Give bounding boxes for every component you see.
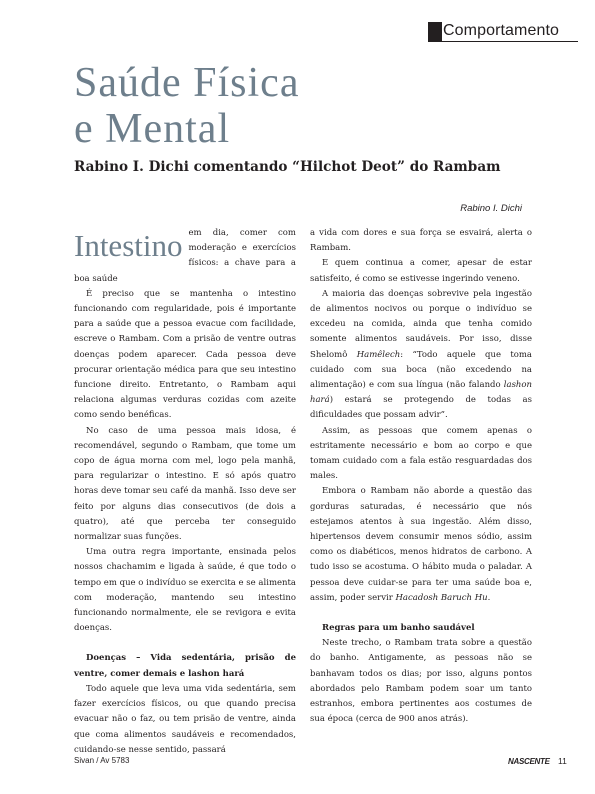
section-tag: [428, 20, 559, 42]
emphasis: Hacadosh Baruch Hu: [395, 592, 488, 603]
article-title: [74, 60, 299, 152]
emphasis: Hamêlech: [356, 349, 401, 360]
paragraph: Assim, as pessoas que comem apenas o estritamente necessário e bom ao corpo e que tomam cuidado com a fala estão resguardadas dos males.: [310, 425, 532, 482]
subheading: Regras para um banho saudável: [322, 623, 475, 634]
title-line-1: Saúde Física: [74, 60, 300, 106]
author-byline: Rabino I. Dichi: [460, 203, 522, 214]
paragraph: No caso de uma pessoa mais idosa, é recomendável, segundo o Rambam, que tome um copo de água morna com mel, logo pela manhã, para regularizar o intestino. E só após quatro horas deve tomar seu café da manhã. Isso deve ser feito por alguns dias consecutivos (de dois a quatro), até que perceba ter conseguido normalizar suas funções.: [74, 425, 296, 543]
paragraph: Uma outra regra importante, ensinada pelos nossos chachamim e ligada à saúde, é que todo o tempo em que o indivíduo se exercita e se alimenta com moderação, mantendo seu intestino funcionando normalmente, ele se revigora e evita doenças.: [74, 547, 296, 634]
magazine-logo: NASCENTE: [508, 757, 550, 766]
section-drop-head: Intestino: [74, 228, 183, 263]
right-column: [310, 226, 532, 728]
subheading: Doenças – Vida sedentária, prisão de ventre, comer demais e lashon hará: [74, 653, 296, 679]
emphasis: lashon hará: [310, 380, 532, 406]
paragraph: É preciso que se mantenha o intestino funcionando com regularidade, pois é importante para a saúde que a pessoa evacue com facilidade, escreve o Rambam. Com a prisão de ventre outras doenças podem aparecer. Cada pessoa deve procurar orientação médica para que seu intestino funcione direito. Entretanto, o Rambam aqui relaciona algumas verduras cozidas com azeite como sendo benéficas.: [74, 288, 296, 421]
paragraph: Neste trecho, o Rambam trata sobre a questão do banho. Antigamente, as pessoas não se banhavam todos os dias; por isso, alguns pontos abordados pelo Rambam podem soar um tanto estranhos, embora pertinentes aos costumes de sua época (cerca de 900 anos atrás).: [310, 638, 532, 725]
left-column: [74, 226, 296, 758]
page-number: 11: [558, 756, 567, 766]
paragraph: Todo aquele que leva uma vida sedentária, sem fazer exercícios físicos, ou que quando precisa evacuar não o faz, ou tem prisão de ventre, ainda que coma alimentos saudáveis e recomendados, cuidando-se nesse sentido, passará: [74, 683, 296, 755]
paragraph: Embora o Rambam não aborde a questão das gorduras saturadas, é necessário que nós estejamos atentos à sua ingestão. Além disso, hipertensos devem consumir menos sódio, assim como os diabéticos, menos hidratos de carbono. A tudo isso se acostuma. O hábito muda o paladar. A pessoa deve cuidar-se para ter uma saúde boa e, assim, poder servir Hacadosh Baruch Hu.: [310, 486, 532, 603]
article-subtitle: Rabino I. Dichi comentando “Hilchot Deot” do Rambam: [74, 159, 501, 175]
paragraph: a vida com dores e sua força se esvairá, alerta o Rambam.: [310, 228, 532, 254]
issue-date: Sivan / Av 5783: [74, 756, 130, 765]
title-line-2: e Mental: [74, 106, 231, 152]
section-label: Comportamento: [443, 22, 560, 39]
section-rule: [428, 41, 578, 42]
intro-text: em dia, comer com moderação e exercícios físicos: a chave para a boa saúde: [74, 228, 296, 284]
paragraph: E quem continua a comer, apesar de estar satisfeito, é como se estivesse ingerindo veneno.: [310, 258, 532, 284]
paragraph: A maioria das doenças sobrevive pela ingestão de alimentos nocivos ou porque o indivíduo se excedeu na comida, ainda que tenha comido somente alimentos saudáveis. Por isso, disse Shelomô Hamêlech: “Todo aquele que toma cuidado com sua boca (não excedendo na alimentação) e com sua língua (não falando lashon hará) estará se protegendo de todas as dificuldades que possam advir”.: [310, 288, 533, 421]
section-marker-box: [428, 22, 442, 41]
